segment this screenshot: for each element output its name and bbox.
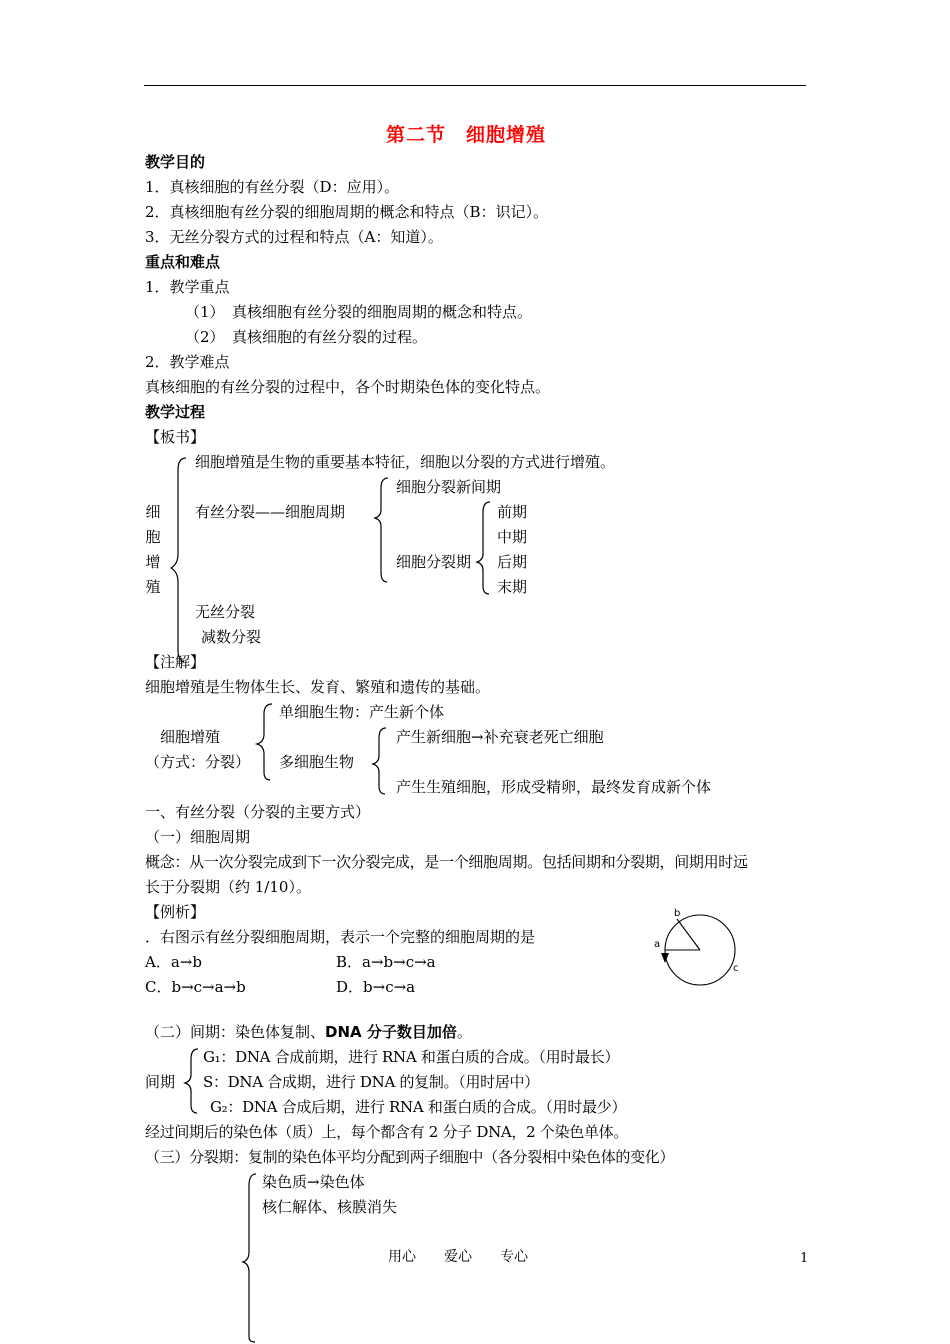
difficulty-text: 真核细胞的有丝分裂的过程中，各个时期染色体的变化特点。 (145, 378, 551, 396)
board-phase: 前期 (497, 503, 528, 521)
division-heading: （三）分裂期：复制的染色体平均分配到两子细胞中（各分裂相中染色体的变化） (145, 1148, 675, 1166)
board-phase: 中期 (497, 528, 528, 546)
board-label: 【板书】 (145, 428, 206, 446)
concept-line: 长于分裂期（约 1/10）。 (145, 878, 311, 896)
notes-root-method: （方式：分裂） (145, 753, 251, 771)
division-item: 染色质→染色体 (262, 1173, 365, 1191)
key-points-heading: 重点和难点 (145, 253, 221, 271)
focus-label: 1．教学重点 (145, 278, 230, 296)
interphase-heading-end: 。 (456, 1023, 472, 1041)
board-phase: 末期 (497, 578, 528, 596)
notes-unicellular: 单细胞生物：产生新个体 (279, 703, 445, 721)
board-amitosis: 无丝分裂 (195, 603, 256, 621)
focus-item: （2） 真核细胞的有丝分裂的过程。 (185, 328, 428, 346)
interphase-g2: G₂：DNA 合成后期，进行 RNA 和蛋白质的合成。（用时最少） (210, 1098, 627, 1116)
figure-label-b: b (674, 908, 681, 919)
board-mitosis-brace (372, 476, 392, 584)
board-main-brace (168, 456, 192, 662)
board-intro: 细胞增殖是生物的重要基本特征，细胞以分裂的方式进行增殖。 (195, 453, 616, 471)
board-root-char: 殖 (145, 578, 161, 596)
board-division-phase: 细胞分裂期 (396, 553, 472, 571)
board-root-char: 细 (145, 503, 161, 521)
board-phases-brace (474, 500, 494, 596)
notes-label: 【注解】 (145, 653, 206, 671)
interphase-s: S：DNA 合成期，进行 DNA 的复制。（用时居中） (203, 1073, 539, 1091)
option-b: B．a→b→c→a (336, 953, 436, 971)
notes-multicellular: 多细胞生物 (279, 753, 355, 771)
option-c: C．b→c→a→b (145, 978, 246, 996)
notes-root: 细胞增殖 (160, 728, 221, 746)
focus-item: （1） 真核细胞有丝分裂的细胞周期的概念和特点。 (185, 303, 533, 321)
interphase-heading (145, 1025, 472, 1040)
example-label: 【例析】 (145, 903, 206, 921)
board-meiosis: 减数分裂 (201, 628, 262, 646)
figure-label-c: c (733, 963, 739, 974)
header-rule (144, 85, 806, 86)
section1-sub1: （一）细胞周期 (145, 828, 251, 846)
difficulty-label: 2．教学难点 (145, 353, 230, 371)
interphase-summary: 经过间期后的染色体（质）上，每个都含有 2 分子 DNA，2 个染色单体。 (145, 1123, 629, 1141)
interphase-heading-bold: DNA 分子数目加倍 (325, 1023, 457, 1041)
division-item: 核仁解体、核膜消失 (262, 1198, 398, 1216)
cell-cycle-figure (648, 905, 748, 995)
board-mitosis: 有丝分裂——细胞周期 (195, 503, 346, 521)
direction-arrow (661, 953, 669, 963)
concept-line: 概念：从一次分裂完成到下一次分裂完成，是一个细胞周期。包括间期和分裂期，间期用时远 (145, 853, 748, 871)
figure-label-a: a (654, 939, 661, 950)
objectives-heading: 教学目的 (145, 153, 206, 171)
interphase-heading-prefix: （二）间期：染色体复制、 (145, 1023, 326, 1041)
notes-multi-brace (370, 726, 390, 796)
division-brace (240, 1172, 260, 1344)
option-a: A．a→b (145, 953, 202, 971)
objective-item: 3．无丝分裂方式的过程和特点（A：知道）。 (145, 228, 443, 246)
objective-item: 1．真核细胞的有丝分裂（D：应用）。 (145, 178, 400, 196)
interphase-g1: G₁：DNA 合成前期，进行 RNA 和蛋白质的合成。（用时最长） (203, 1048, 620, 1066)
notes-multi-item: 产生生殖细胞，形成受精卵，最终发育成新个体 (396, 778, 712, 796)
radius-b (677, 919, 700, 950)
interphase-label: 间期 (145, 1073, 176, 1091)
objective-item: 2．真核细胞有丝分裂的细胞周期的概念和特点（B：识记）。 (145, 203, 549, 221)
page-title: 第二节 细胞增殖 (386, 124, 547, 146)
footer-motto: 用心 爱心 专心 (388, 1249, 528, 1265)
example-question: ．右图示有丝分裂细胞周期，表示一个完整的细胞周期的是 (145, 928, 536, 946)
option-d: D．b→c→a (336, 978, 416, 996)
notes-main-brace (254, 702, 276, 782)
board-root-char: 增 (145, 553, 161, 571)
board-phase: 后期 (497, 553, 528, 571)
interphase-brace (182, 1047, 202, 1115)
page-number: 1 (800, 1251, 809, 1266)
notes-text: 细胞增殖是生物体生长、发育、繁殖和遗传的基础。 (145, 678, 491, 696)
notes-multi-item: 产生新细胞→补充衰老死亡细胞 (396, 728, 604, 746)
board-interphase: 细胞分裂新间期 (396, 478, 502, 496)
process-heading: 教学过程 (145, 403, 206, 421)
section1-heading: 一、有丝分裂（分裂的主要方式） (145, 803, 371, 821)
board-root-char: 胞 (145, 528, 161, 546)
